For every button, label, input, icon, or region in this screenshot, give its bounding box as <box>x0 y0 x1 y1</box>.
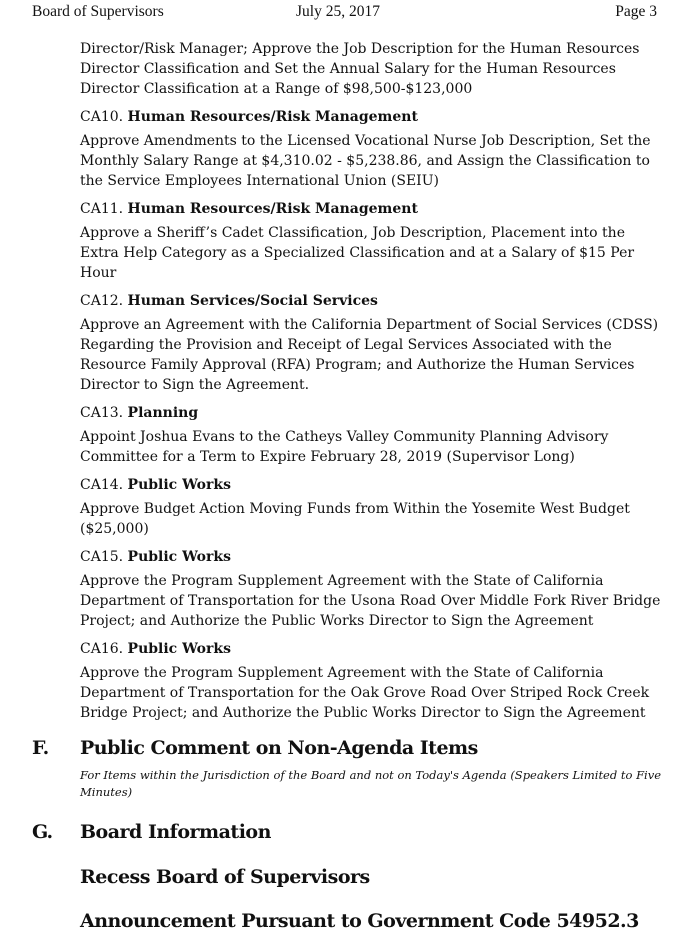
section-title: Public Comment on Non-Agenda Items <box>80 737 478 759</box>
agenda-item-ca16 <box>80 639 665 723</box>
item-code: CA14. <box>80 477 124 493</box>
agenda-item-ca12 <box>80 291 665 395</box>
agenda-item-ca14 <box>80 475 665 539</box>
agenda-item-description: Approve a Sheriff’s Cadet Classification, Job Description, Placement into the Extra Help Category as a Specialized Classification and at a Salary of $15 Per Hour <box>80 225 635 281</box>
agenda-item-description: Approve Budget Action Moving Funds from Within the Yosemite West Budget ($25,000) <box>80 501 630 537</box>
recess-heading: Recess Board of Supervisors <box>80 866 370 888</box>
item-code: CA11. <box>80 201 124 217</box>
section-letter: G. <box>32 821 53 843</box>
agenda-item-heading <box>80 639 665 659</box>
header-page-number: Page 3 <box>615 3 657 20</box>
section-title: Board Information <box>80 821 271 843</box>
announcement-heading: Announcement Pursuant to Government Code 54952.3 <box>80 910 639 932</box>
item-code: CA16. <box>80 641 124 657</box>
item-code: CA12. <box>80 293 124 309</box>
agenda-item-ca10 <box>80 107 665 191</box>
agenda-item-description: Approve the Program Supplement Agreement with the State of California Department of Transportation for the Usona Road Over Middle Fork River Bridge Project; and Authorize the Public Works Director to Sign the Agreement <box>80 573 661 629</box>
agenda-item-heading <box>80 107 665 127</box>
item-department: Planning <box>127 405 199 421</box>
item-department: Human Resources/Risk Management <box>127 201 418 217</box>
agenda-item-heading <box>80 199 665 219</box>
agenda-item-description: Approve the Program Supplement Agreement with the State of California Department of Transportation for the Oak Grove Road Over Striped Rock Creek Bridge Project; and Authorize the Public Works Director to Sign the Agreement <box>80 665 650 721</box>
section-letter: F. <box>32 737 49 759</box>
item-code: CA13. <box>80 405 124 421</box>
item-department: Public Works <box>127 477 231 493</box>
agenda-item-ca15 <box>80 547 665 631</box>
item-department: Public Works <box>127 549 231 565</box>
item-code: CA10. <box>80 109 124 125</box>
agenda-item-description: Appoint Joshua Evans to the Catheys Valley Community Planning Advisory Committee for a Term to Expire February 28, 2019 (Supervisor Long) <box>80 429 609 465</box>
continuation-text: Director/Risk Manager; Approve the Job Description for the Human Resources Director Classification and Set the Annual Salary for the Human Resources Director Classification at a Range of $98,500-$123,000 <box>80 41 640 97</box>
agenda-item-description: Approve Amendments to the Licensed Vocational Nurse Job Description, Set the Monthly Salary Range at $4,310.02 - $5,238.86, and Assign the Classification to the Service Employees International Union (SEIU) <box>80 133 651 189</box>
agenda-item-heading <box>80 403 665 423</box>
item-department: Public Works <box>127 641 231 657</box>
agenda-item-ca13 <box>80 403 665 467</box>
agenda-item-ca11 <box>80 199 665 283</box>
agenda-item-heading <box>80 291 665 311</box>
consent-agenda-items <box>80 39 665 723</box>
agenda-item-heading <box>80 475 665 495</box>
agenda-item-description: Approve an Agreement with the California Department of Social Services (CDSS) Regarding the Provision and Receipt of Legal Services Associated with the Resource Family Approval (RFA) Program; and Authorize the Human Services Director to Sign the Agreement. <box>80 317 659 393</box>
agenda-item-heading <box>80 547 665 567</box>
item-department: Human Resources/Risk Management <box>127 109 418 125</box>
item-department: Human Services/Social Services <box>127 293 378 309</box>
item-code: CA15. <box>80 549 124 565</box>
page-header <box>32 3 657 23</box>
header-date: July 25, 2017 <box>296 3 380 20</box>
section-subtitle: For Items within the Jurisdiction of the Board and not on Today's Agenda (Speakers Limited to Five Minutes) <box>80 768 662 799</box>
header-board-name: Board of Supervisors <box>32 3 164 20</box>
